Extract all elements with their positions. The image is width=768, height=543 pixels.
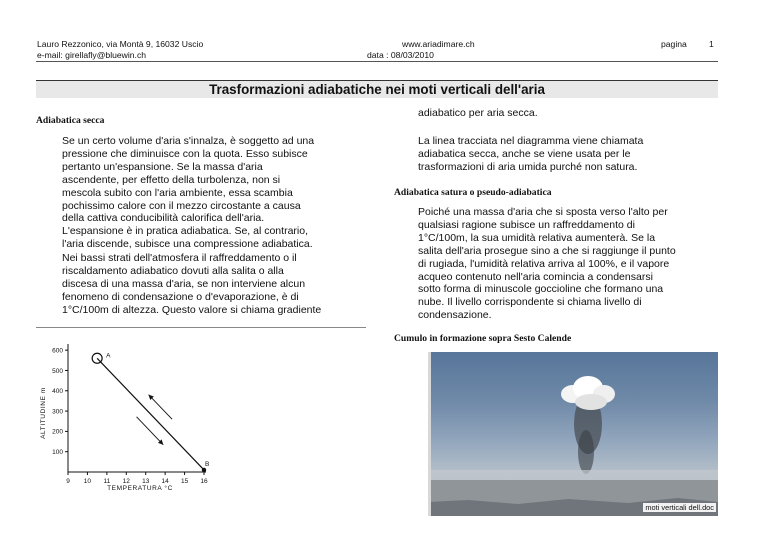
text-line: ascendente, per effetto della turbolenza, non si [62,173,281,186]
point-a-label: A [106,352,111,360]
paragraph-dry-adiabatic [62,135,335,251]
text-line: pertanto un'espansione. Se la massa d'aria [62,160,263,173]
photo-heading: Cumulo in formazione sopra Sesto Calende [394,333,572,344]
y-tick-label: 500 [52,367,63,375]
y-tick-label: 200 [52,428,63,436]
point-a-marker [92,353,102,363]
text-line: 1°C/100m di altezza. Questo valore si chiama gradiente [62,303,322,316]
header-website: www.ariadimare.ch [402,39,475,49]
title-bar [36,80,718,98]
text-line: qualsiasi ragione subisce un raffreddamento di [418,218,635,231]
text-line: condensazione. [418,309,492,322]
section-heading-saturated: Adiabatica satura o pseudo-adiabatica [394,187,552,198]
header-email: e-mail: girellafly@bluewin.ch [37,50,147,60]
paragraph-diagram-note [418,135,718,174]
text-line: nube. Il livello corrispondente si chiama livello di [418,296,642,309]
header-rule [36,61,718,62]
x-tick-label: 12 [122,478,130,485]
text-line: riscaldamento adiabatico dovuti alla salita o alla [62,264,284,277]
y-tick-label: 100 [52,448,63,456]
x-axis-label: TEMPERATURA °C [107,485,173,492]
text-line: Se un certo volume d'aria s'innalza, è soggetto ad una [62,135,315,147]
continuation-text: adiabatico per aria secca. [418,107,538,119]
paragraph-saturated [418,206,718,322]
x-tick-label: 11 [103,478,111,485]
text-line: della cattiva conducibilità calorifica dell'aria. [62,212,265,225]
text-line: Nei bassi strati dell'atmosfera il raffreddamento o il [62,252,297,264]
adiabatic-diagram [32,340,222,495]
photo-scene [428,352,718,516]
x-tick-label: 16 [200,478,208,485]
text-line: trasformazioni di aria umida purché non satura. [418,160,638,173]
text-line: 1°C/100m, la sua umidità relativa aumenterà. Se la [418,231,656,244]
arrow-down-shaft [137,417,164,445]
x-tick-label: 15 [180,478,189,485]
text-line: l'aria discende, subisce una compressione adiabatica. [62,238,313,251]
text-line: Poiché una massa d'aria che si sposta verso l'alto per [418,206,668,218]
point-b-marker [202,468,206,472]
x-tick-label: 9 [66,478,70,485]
cumulus-photo [428,352,718,516]
text-line: fenomeno di condensazione o d'evaporazione, è di [62,290,299,303]
paragraph-lower-layers [62,252,335,317]
text-line: L'espansione è in pratica adiabatica. Se, al contrario, [62,225,308,238]
text-line: pressione che diminuisce con la quota. Esso subisce [62,147,308,160]
y-tick-label: 300 [52,408,63,416]
dry-adiabatic-line [97,358,204,470]
text-line: La linea tracciata nel diagramma viene chiamata [418,135,644,147]
text-line: discesa di una massa d'aria, se non interviene alcun [62,277,306,290]
point-b-label: B [205,460,210,468]
column-rule [36,327,366,328]
header-date: data : 08/03/2010 [367,50,434,60]
x-tick-label: 13 [142,478,150,485]
text-line: acqueo contenuto nell'aria comincia a condensarsi [418,270,653,283]
text-line: salita dell'aria prosegue sino a che si raggiunge il punto [418,244,676,257]
x-tick-label: 10 [83,478,92,485]
y-axis-label: ALTITUDINE m [40,387,47,439]
text-line: pochissimo calore con il mezzo circostante a causa [62,199,301,212]
header-page-label: pagina [661,39,687,49]
text-line: adiabatica secca, anche se viene usata per le [418,147,631,160]
header-page-number: 1 [709,39,714,49]
text-line: mescola subito con l'aria ambiente, essa scambia [62,186,293,199]
y-tick-label: 400 [52,388,63,396]
text-line: di rugiada, l'umidità relativa arriva al 100%, e il vapore [418,257,670,270]
text-line: sotto forma di minuscole goccioline che formano una [418,283,664,296]
document-title: Trasformazioni adiabatiche nei moti verticali dell'aria [209,82,545,97]
photo-caption: moti verticali dell.doc [645,503,714,512]
section-heading-dry: Adiabatica secca [36,115,105,126]
header-author: Lauro Rezzonico, via Montà 9, 16032 Uscio [37,39,204,49]
x-tick-label: 14 [161,478,169,485]
y-tick-label: 600 [52,347,63,355]
